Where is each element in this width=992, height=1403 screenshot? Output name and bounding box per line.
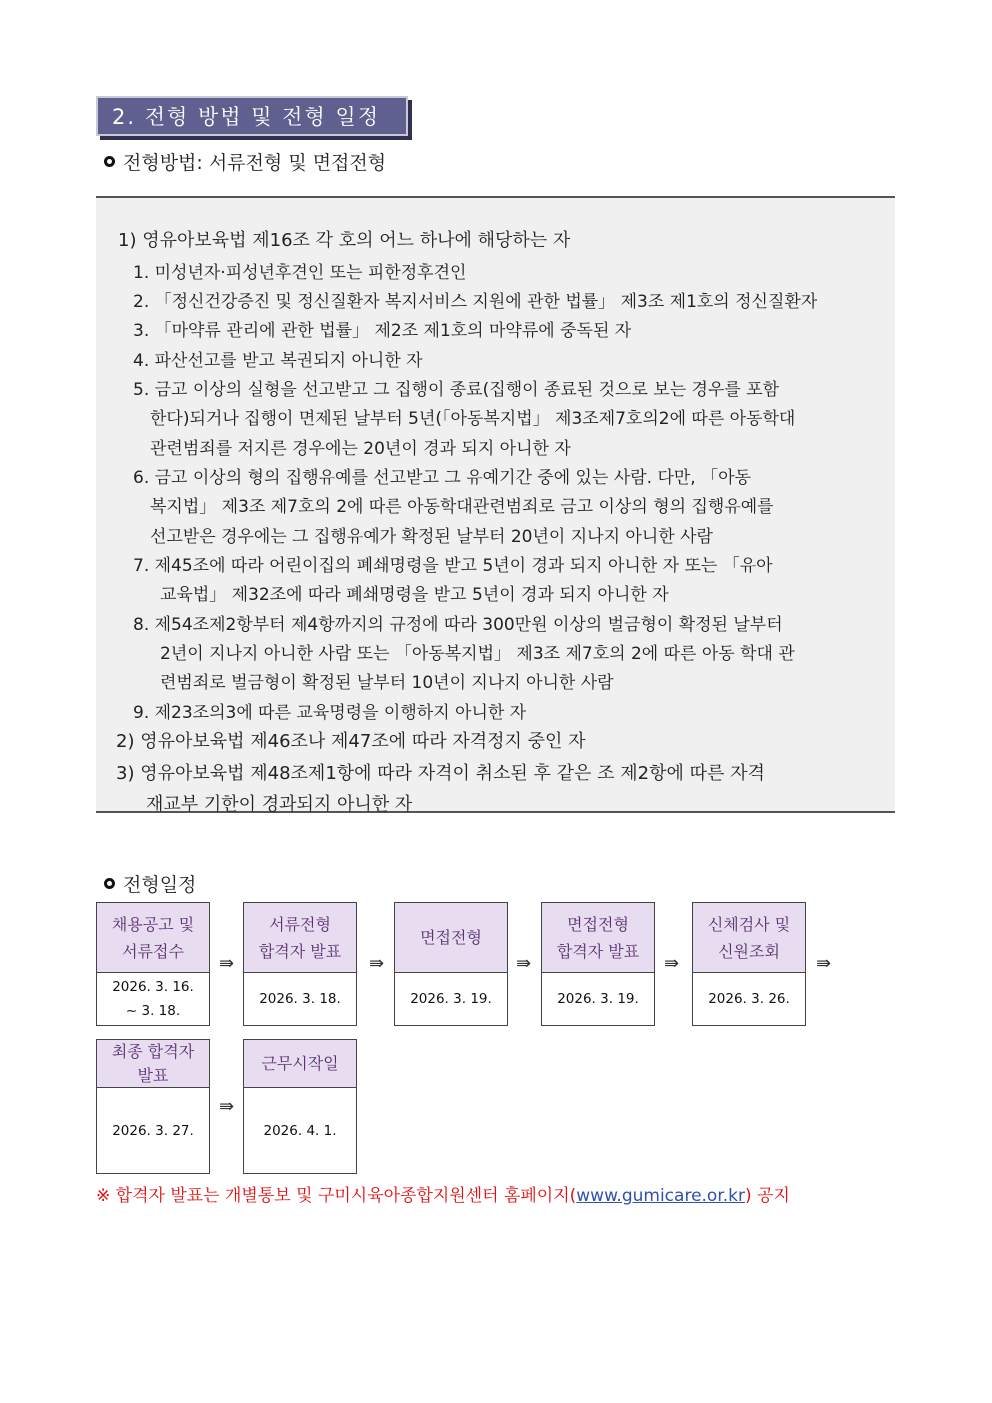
schedule-heading-text: 전형일정 [123, 874, 197, 896]
step-label: 면접전형 [420, 928, 482, 947]
step-label: 신체검사 및 [707, 914, 791, 934]
step-label: 서류전형 [269, 914, 331, 934]
schedule-step [96, 902, 210, 1026]
criteria-line: 1. 미성년자·피성년후견인 또는 피한정후견인 [133, 263, 467, 283]
criteria-line: 9. 제23조의3에 따른 교육명령을 이행하지 아니한 자 [133, 703, 527, 723]
schedule-step [243, 1039, 357, 1174]
method-heading [104, 148, 386, 175]
arrow-icon: ⇛ [516, 953, 532, 974]
criteria-line: 5. 금고 이상의 실형을 선고받고 그 집행이 종료(집행이 종료된 것으로 보는 경우를 포함 [133, 380, 780, 400]
schedule-step [394, 902, 508, 1026]
criteria-line: 복지법」 제3조 제7호의 2에 따른 아동학대관련범죄로 금고 이상의 형의 집행유예를 [150, 497, 774, 517]
step-label: 서류접수 [122, 941, 184, 961]
step-date: 2026. 3. 16. [112, 979, 194, 995]
criteria-line: 1) 영유아보육법 제16조 각 호의 어느 하나에 해당하는 자 [118, 230, 571, 251]
step-label: 발표 [137, 1065, 169, 1085]
criteria-line: 2. 「정신건강증진 및 정신질환자 복지서비스 지원에 관한 법률」 제3조 제1호의 정신질환자 [133, 292, 818, 312]
notice [96, 1181, 790, 1206]
reference-mark-icon: ※ [96, 1186, 111, 1206]
arrow-icon: ⇛ [664, 953, 680, 974]
step-label: 합격자 발표 [556, 941, 640, 961]
schedule-step [541, 902, 655, 1026]
criteria-line: 6. 금고 이상의 형의 집행유예를 선고받고 그 유예기간 중에 있는 사람. 다만, 「아동 [133, 468, 751, 488]
criteria-line: 선고받은 경우에는 그 집행유예가 확정된 날부터 20년이 지나지 아니한 사람 [150, 527, 713, 547]
criteria-line: 7. 제45조에 따라 어린이집의 폐쇄명령을 받고 5년이 경과 되지 아니한 자 또는 「유아 [133, 556, 773, 576]
criteria-line: 련범죄로 벌금형이 확정된 날부터 10년이 지나지 아니한 사람 [160, 673, 614, 693]
notice-text: 합격자 발표는 개별통보 및 구미시육아종합지원센터 홈페이지( [115, 1186, 577, 1206]
step-label: 합격자 발표 [258, 941, 342, 961]
schedule-step [692, 902, 806, 1026]
section-title: 2. 전형 방법 및 전형 일정 [96, 96, 408, 136]
step-date: 2026. 4. 1. [263, 1122, 337, 1139]
step-date: 2026. 3. 19. [557, 991, 639, 1007]
circle-bullet-icon [104, 878, 115, 889]
step-label: 근무시작일 [261, 1054, 339, 1073]
criteria-line: 2) 영유아보육법 제46조나 제47조에 따라 자격정지 중인 자 [116, 731, 586, 752]
criteria-line: 한다)되거나 집행이 면제된 날부터 5년(「아동복지법」 제3조제7호의2에 따른 아동학대 [150, 409, 796, 429]
step-label: 신원조회 [718, 941, 780, 961]
step-date: 2026. 3. 18. [259, 991, 341, 1007]
schedule-step [243, 902, 357, 1026]
step-date: 2026. 3. 26. [708, 991, 790, 1007]
criteria-line: 교육법」 제32조에 따라 폐쇄명령을 받고 5년이 경과 되지 아니한 자 [160, 585, 669, 605]
step-label: 면접전형 [567, 914, 629, 934]
arrow-icon: ⇛ [219, 1096, 235, 1117]
criteria-line: 8. 제54조제2항부터 제4항까지의 규정에 따라 300만원 이상의 벌금형이 확정된 날부터 [133, 615, 783, 635]
arrow-icon: ⇛ [816, 953, 832, 974]
arrow-icon: ⇛ [369, 953, 385, 974]
criteria-line: 3) 영유아보육법 제48조제1항에 따라 자격이 취소된 후 같은 조 제2항에 따른 자격 [116, 763, 765, 784]
criteria-line: 2년이 지나지 아니한 사람 또는 「아동복지법」 제3조 제7호의 2에 따른 아동 학대 관 [160, 644, 795, 664]
schedule-step [96, 1039, 210, 1174]
notice-text-end: ) 공지 [745, 1186, 790, 1206]
step-date: 2026. 3. 27. [112, 1122, 194, 1139]
criteria-line: 관련범죄를 저지른 경우에는 20년이 경과 되지 아니한 자 [150, 439, 571, 459]
criteria-line: 3. 「마약류 관리에 관한 법률」 제2조 제1호의 마약류에 중독된 자 [133, 321, 632, 341]
method-heading-text: 전형방법: 서류전형 및 면접전형 [123, 152, 387, 174]
schedule-heading [104, 870, 196, 897]
criteria-line: 4. 파산선고를 받고 복권되지 아니한 자 [133, 351, 423, 371]
homepage-link[interactable]: www.gumicare.or.kr [576, 1186, 745, 1206]
step-label: 채용공고 및 [111, 914, 195, 934]
step-date: ~ 3. 18. [125, 1003, 181, 1019]
step-label: 최종 합격자 [111, 1041, 195, 1061]
step-date: 2026. 3. 19. [410, 991, 492, 1007]
circle-bullet-icon [104, 156, 115, 167]
arrow-icon: ⇛ [219, 953, 235, 974]
criteria-line: 재교부 기한이 경과되지 아니한 자 [146, 794, 413, 815]
